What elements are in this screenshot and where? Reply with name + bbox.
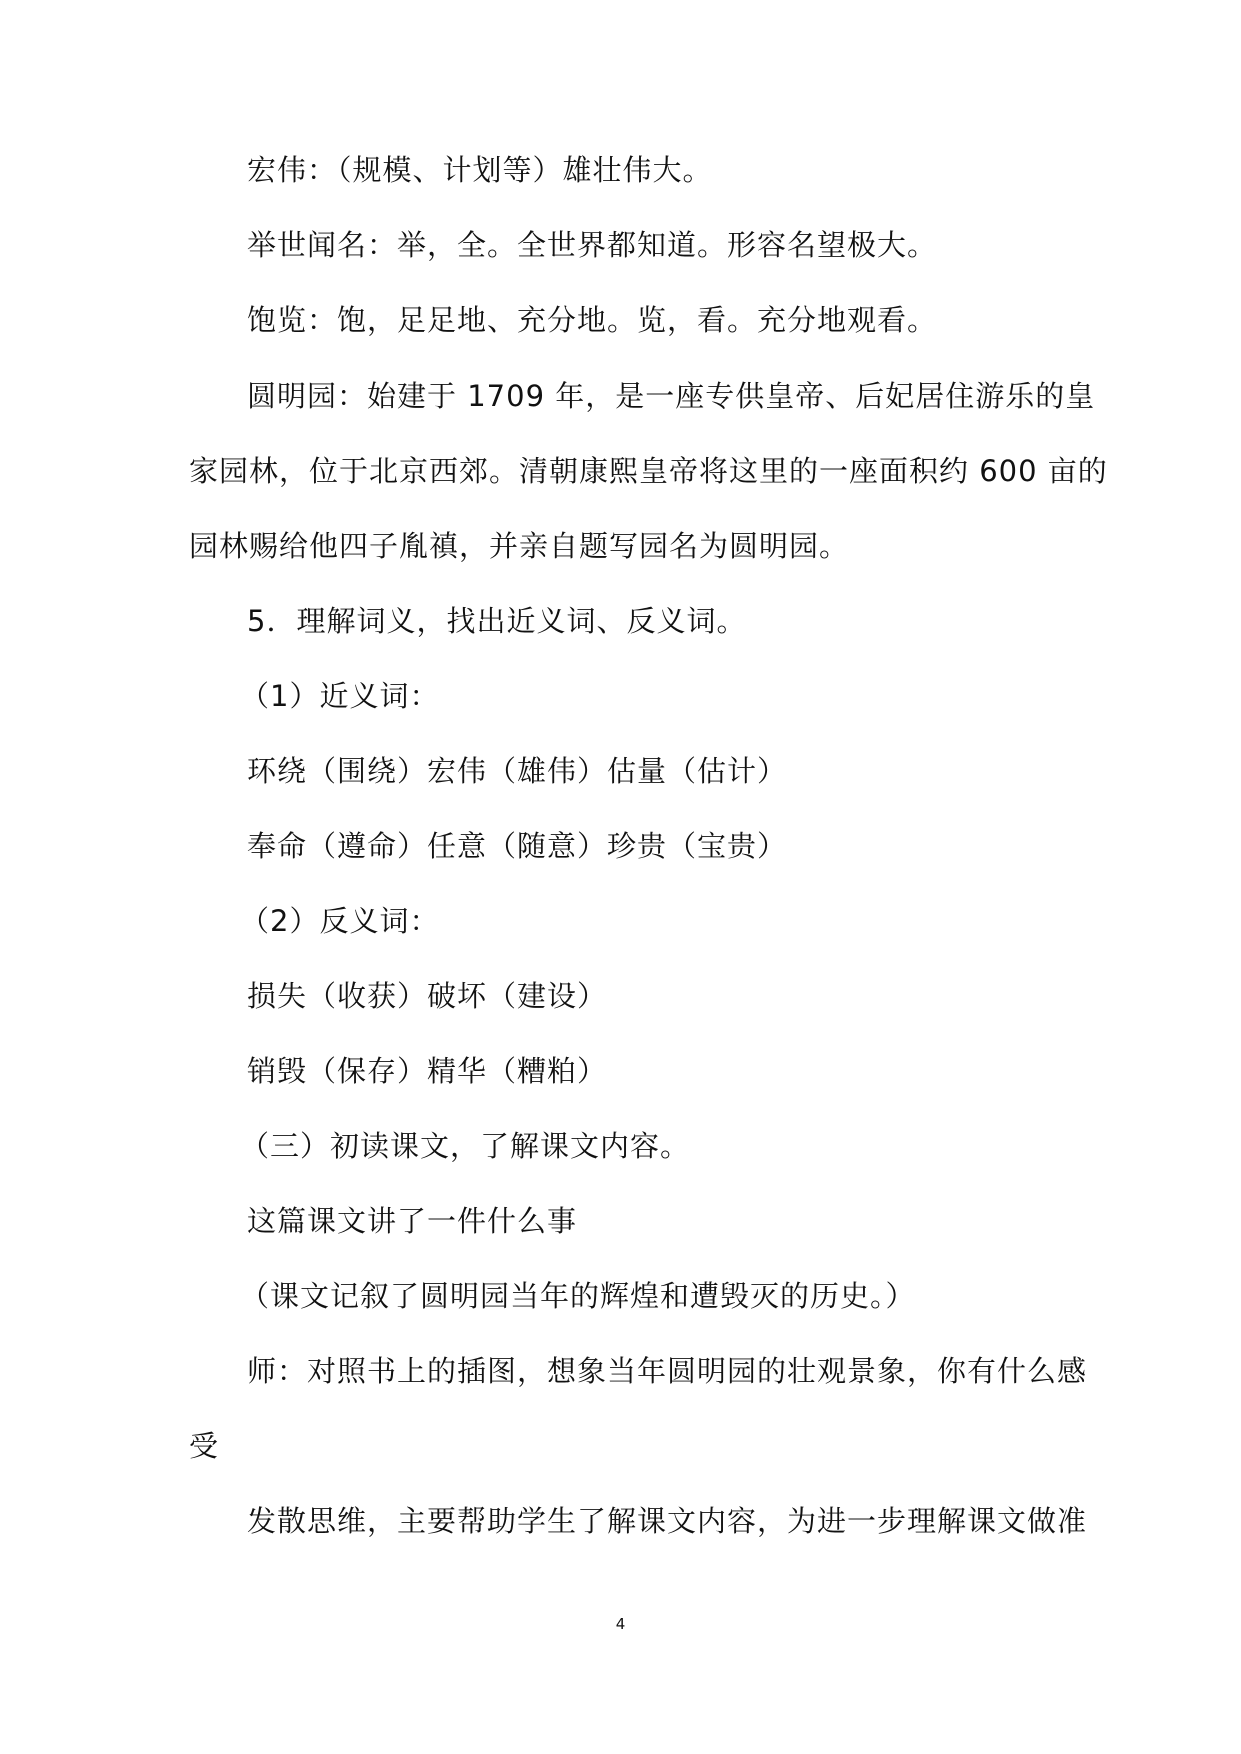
text-line: 园林赐给他四子胤禛，并亲自题写园名为圆明园。 [189,529,850,563]
text-line: （课文记叙了圆明园当年的辉煌和遭毁灭的历史。） [240,1279,916,1313]
text-line: 家园林，位于北京西郊。清朝康熙皇帝将这里的一座面积约 600 亩的 [189,454,1108,488]
text-line: 师：对照书上的插图，想象当年圆明园的壮观景象，你有什么感 [247,1354,1088,1388]
text-line: 受 [189,1429,220,1463]
text-line: 销毁（保存）精华（糟粕） [247,1054,608,1088]
text-line: 环绕（围绕）宏伟（雄伟）估量（估计） [247,754,788,788]
text-line: 这篇课文讲了一件什么事 [247,1204,578,1238]
page-number: 4 [615,1615,626,1633]
text-line: 损失（收获）破坏（建设） [247,979,608,1013]
text-line: 宏伟：（规模、计划等）雄壮伟大。 [247,153,713,187]
text-line: 圆明园：始建于 1709 年，是一座专供皇帝、后妃居住游乐的皇 [247,379,1096,413]
text-line: （2）反义词： [240,904,440,938]
text-line: 5．理解词义，找出近义词、反义词。 [247,604,747,638]
text-line: 饱览：饱，足足地、充分地。览，看。充分地观看。 [247,303,938,337]
text-line: 奉命（遵命）任意（随意）珍贵（宝贵） [247,829,788,863]
text-line: 举世闻名：举，全。全世界都知道。形容名望极大。 [247,228,938,262]
text-line: （1）近义词： [240,679,440,713]
text-line: （三）初读课文，了解课文内容。 [240,1129,691,1163]
text-line: 发散思维，主要帮助学生了解课文内容，为进一步理解课文做准 [247,1504,1088,1538]
